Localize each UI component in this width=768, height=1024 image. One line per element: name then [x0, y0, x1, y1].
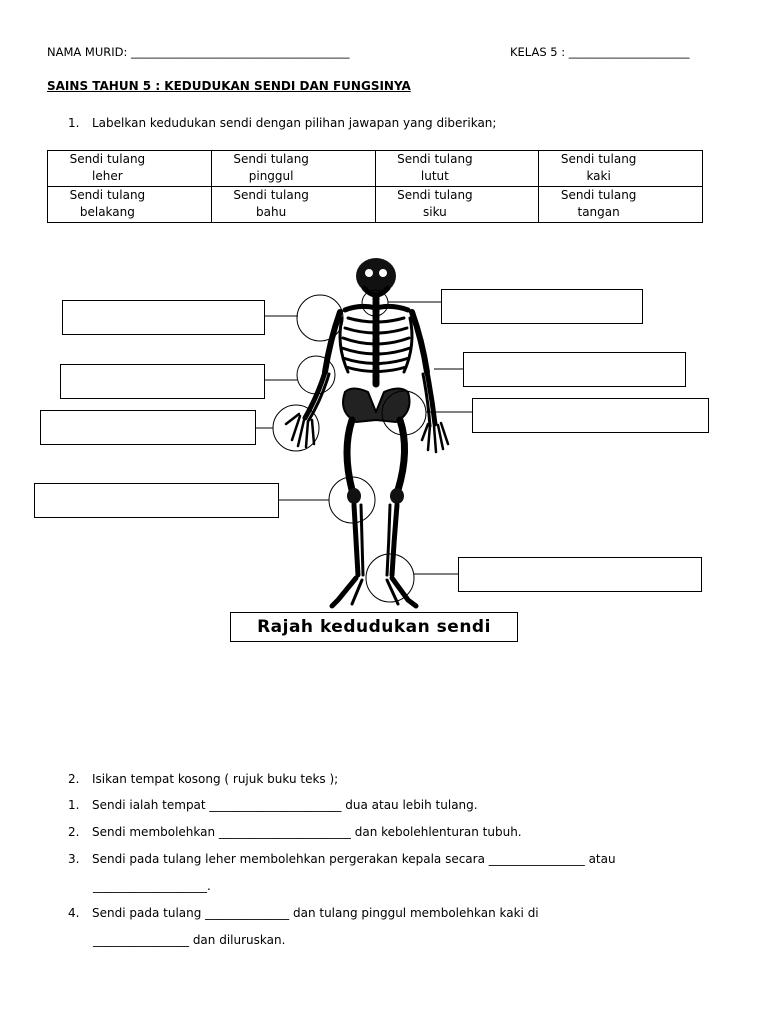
fill-item-3-continuation[interactable]: ___________________. [93, 879, 211, 893]
fill-item-4[interactable] [68, 906, 539, 920]
choice-line-1: Sendi tulang [69, 188, 146, 202]
table-row [48, 151, 703, 187]
question-text: Labelkan kedudukan sendi dengan pilihan jawapan yang diberikan; [92, 116, 497, 130]
item-text: Sendi ialah tempat ______________________ dua atau lebih tulang. [92, 798, 478, 812]
fill-item-3[interactable] [68, 852, 616, 866]
choice-line-2: siku [422, 205, 447, 219]
class-field[interactable]: KELAS 5 : _____________________ [510, 45, 690, 59]
fill-item-4-continuation[interactable]: ________________ dan diluruskan. [93, 933, 286, 947]
item-number: 1. [68, 798, 80, 812]
choice-line-2: lutut [420, 169, 449, 183]
item-number: 3. [68, 852, 80, 866]
choice-line-2: pinggul [248, 169, 294, 183]
choice-line-1: Sendi tulang [560, 152, 637, 166]
choice-cell [211, 187, 375, 223]
answer-choices-table [47, 150, 703, 223]
label-box-hand[interactable] [40, 410, 256, 445]
choice-cell [48, 151, 212, 187]
label-box-hip[interactable] [472, 398, 709, 433]
choice-cell [375, 151, 539, 187]
choice-line-1: Sendi tulang [560, 188, 637, 202]
label-box-back[interactable] [463, 352, 686, 387]
choice-line-2: belakang [79, 205, 135, 219]
worksheet-title: SAINS TAHUN 5 : KEDUDUKAN SENDI DAN FUNGSINYA [47, 79, 411, 93]
item-text: Sendi membolehkan ______________________ dan kebolehlenturan tubuh. [92, 825, 522, 839]
choice-cell [48, 187, 212, 223]
choice-line-2: tangan [577, 205, 620, 219]
choice-cell [539, 151, 703, 187]
label-box-shoulder[interactable] [62, 300, 265, 335]
choice-line-1: Sendi tulang [233, 152, 309, 166]
choice-line-1: Sendi tulang [233, 188, 309, 202]
choice-cell [375, 187, 539, 223]
choice-line-1: Sendi tulang [69, 152, 146, 166]
question-2 [68, 772, 338, 786]
question-number: 1. [68, 116, 80, 130]
item-number: 2. [68, 825, 80, 839]
choice-line-2: bahu [256, 205, 287, 219]
item-text: Sendi pada tulang ______________ dan tulang pinggul membolehkan kaki di [92, 906, 539, 920]
choice-line-2: kaki [586, 169, 611, 183]
choice-cell [211, 151, 375, 187]
table-row [48, 187, 703, 223]
label-box-foot[interactable] [458, 557, 702, 592]
item-number: 4. [68, 906, 80, 920]
choice-line-2: leher [92, 169, 123, 183]
fill-item-2[interactable] [68, 825, 522, 839]
choice-line-1: Sendi tulang [397, 188, 473, 202]
question-text: Isikan tempat kosong ( rujuk buku teks ); [92, 772, 339, 786]
choice-cell [539, 187, 703, 223]
question-1 [68, 116, 496, 130]
label-box-neck[interactable] [441, 289, 643, 324]
student-name-field[interactable]: NAMA MURID: ______________________________________ [47, 45, 350, 59]
item-text: Sendi pada tulang leher membolehkan pergerakan kepala secara ________________ atau [92, 852, 616, 866]
question-number: 2. [68, 772, 80, 786]
choice-line-1: Sendi tulang [397, 152, 473, 166]
label-box-elbow[interactable] [60, 364, 265, 399]
fill-item-1[interactable] [68, 798, 478, 812]
label-box-knee[interactable] [34, 483, 279, 518]
diagram-caption: Rajah kedudukan sendi [230, 612, 518, 642]
